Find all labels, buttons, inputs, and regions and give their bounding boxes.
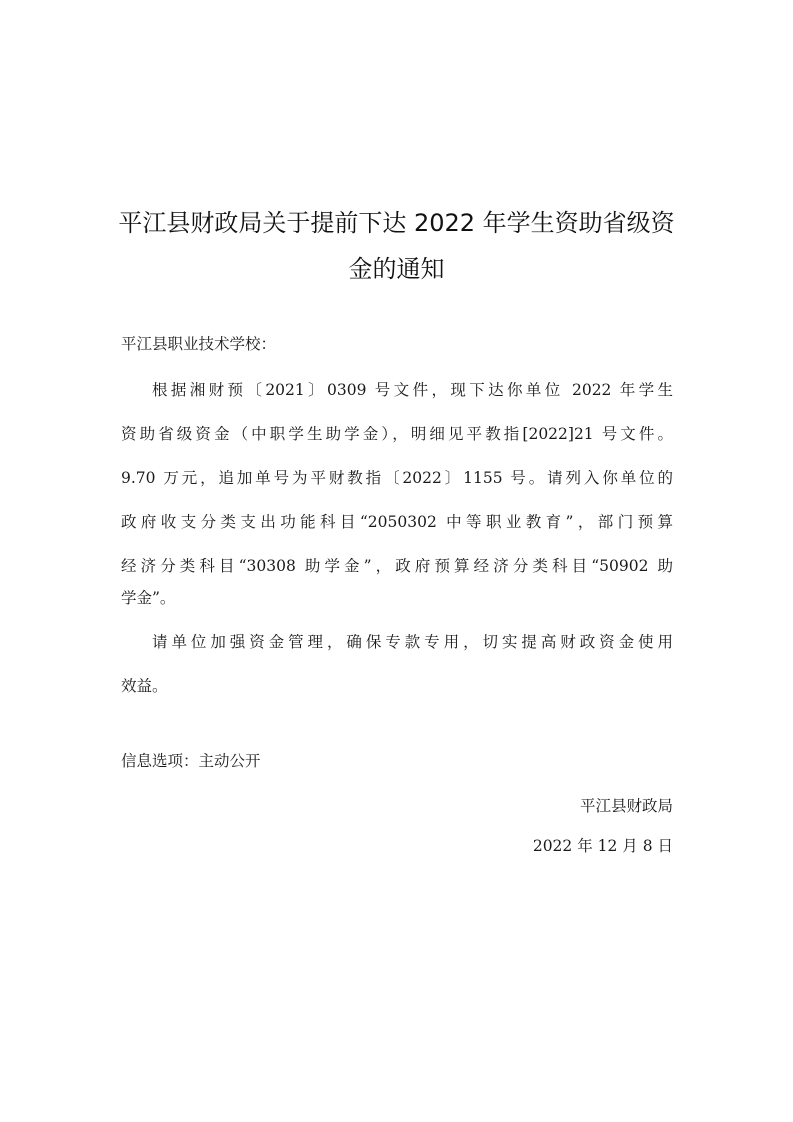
issue-date: 2022 年 12 月 8 日 bbox=[532, 837, 673, 855]
document-title-line-2: 金的通知 bbox=[348, 255, 445, 283]
info-disclosure: 信息选项：主动公开 bbox=[121, 752, 261, 770]
paragraph-2-line: 请单位加强资金管理，确保专款专用，切实提高财政资金使用 bbox=[152, 633, 673, 651]
paragraph-1-line: 资助省级资金（中职学生助学金），明细见平教指[2022]21 号文件。 bbox=[121, 425, 673, 443]
paragraph-1-line: 政府收支分类支出功能科目“2050302 中等职业教育”，部门预算 bbox=[121, 513, 673, 531]
paragraph-1-line: 9.70 万元，追加单号为平财教指〔2022〕1155 号。请列入你单位的 bbox=[121, 469, 673, 487]
addressee: 平江县职业技术学校： bbox=[121, 335, 277, 353]
paragraph-2-line: 效益。 bbox=[121, 677, 168, 695]
paragraph-1-line: 经济分类科目“30308 助学金”，政府预算经济分类科目“50902 助 bbox=[121, 557, 673, 575]
paragraph-1-line: 根据湘财预〔2021〕0309 号文件，现下达你单位 2022 年学生 bbox=[152, 381, 673, 399]
paragraph-1-line: 学金”。 bbox=[121, 589, 176, 607]
document-title-line-1: 平江县财政局关于提前下达 2022 年学生资助省级资 bbox=[118, 209, 675, 237]
issuer-signature: 平江县财政局 bbox=[579, 797, 673, 815]
